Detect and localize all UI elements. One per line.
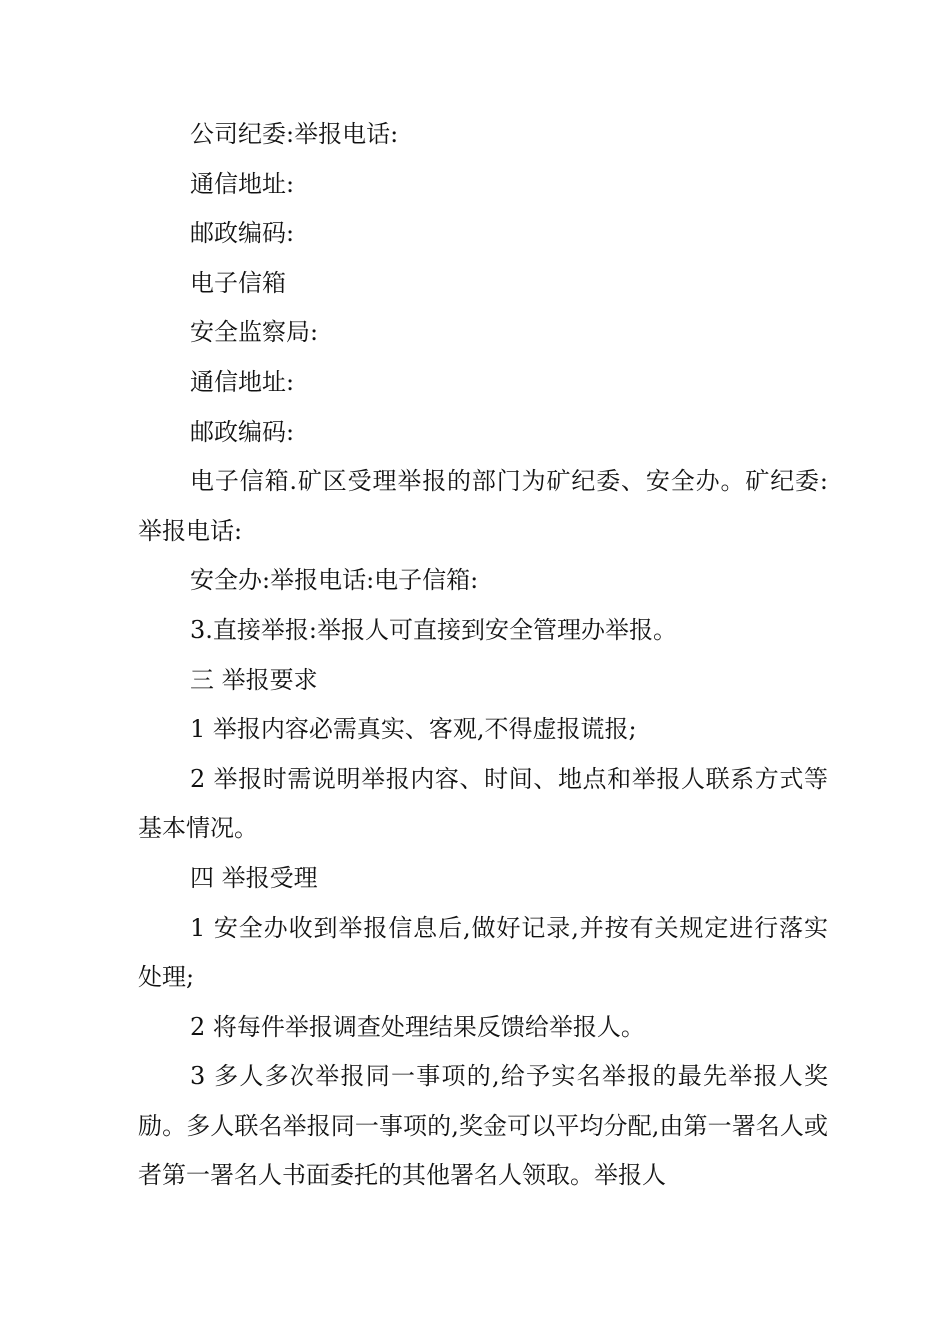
paragraph-acceptance-1: 1 安全办收到举报信息后,做好记录,并按有关规定进行落实处理; (138, 913, 828, 992)
paragraph-postal-code-2: 邮政编码: (190, 417, 295, 446)
section-heading-requirements: 三 举报要求 (190, 665, 318, 694)
paragraph-email-mine-departments: 电子信箱.矿区受理举报的部门为矿纪委、安全办。矿纪委:举报电话: (138, 467, 828, 545)
paragraph-requirement-2: 2 举报时需说明举报内容、时间、地点和举报人联系方式等基本情况。 (138, 764, 828, 843)
paragraph-direct-report: 3.直接举报:举报人可直接到安全管理办举报。 (190, 615, 677, 644)
document-body (138, 110, 828, 1201)
paragraph-discipline-committee: 公司纪委:举报电话: (190, 120, 399, 148)
paragraph-safety-office: 安全办:举报电话:电子信箱: (190, 566, 479, 595)
paragraph-mailing-address-1: 通信地址: (190, 169, 295, 198)
paragraph-requirement-1: 1 举报内容必需真实、客观,不得虚报谎报; (190, 715, 637, 744)
section-heading-acceptance: 四 举报受理 (190, 863, 318, 892)
paragraph-postal-code-1: 邮政编码: (190, 219, 295, 248)
paragraph-acceptance-3: 3 多人多次举报同一事项的,给予实名举报的最先举报人奖励。多人联名举报同一事项的,奖金可以平均分配,由第一署名人或者第一署名人书面委托的其他署名人领取。举报人 (138, 1062, 828, 1190)
paragraph-email-1: 电子信箱 (190, 268, 286, 297)
paragraph-mailing-address-2: 通信地址: (190, 367, 295, 396)
paragraph-safety-bureau: 安全监察局: (190, 318, 319, 347)
paragraph-acceptance-2: 2 将每件举报调查处理结果反馈给举报人。 (190, 1012, 645, 1041)
